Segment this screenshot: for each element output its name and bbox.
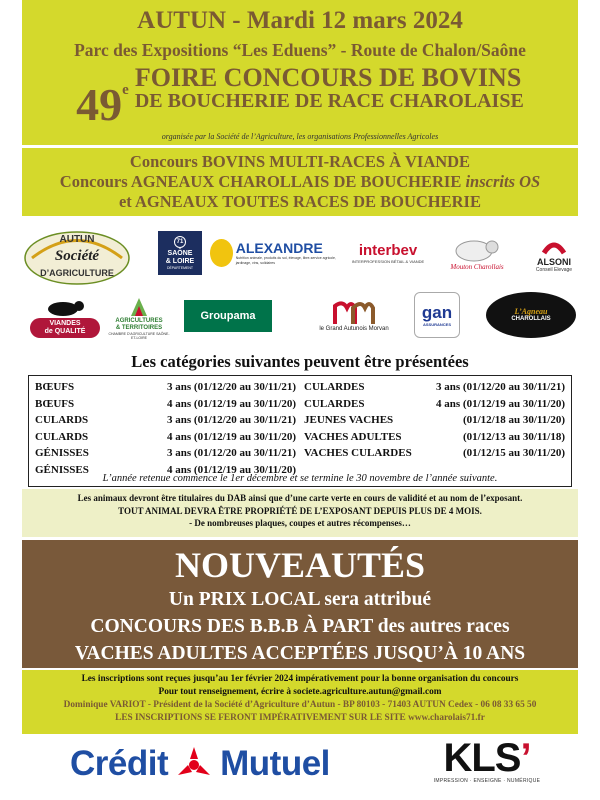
chambre-agriculture-logo: AGRICULTURES & TERRITOIRES CHAMBRE D’AGRICULTURE SAÔNE-ET-LOIRE [106,290,172,346]
gan-assurances-logo: gan ASSURANCES [414,292,460,338]
contest-line-2: Concours AGNEAUX CHAROLLAIS DE BOUCHERIE inscrits OS [59,172,541,191]
rules-line-2: TOUT ANIMAL DEVRA ÊTRE PROPRIÉTÉ DE L’EXPOSANT DEPUIS PLUS DE 4 MOIS. [118,505,482,516]
info-president: Dominique VARIOT - Président de la Société d’Agriculture d’Autun - BP 80103 - 71403 AUTUN Cedex - 06 08 33 65 50 [63,700,537,710]
contest-line-1: Concours BOVINS MULTI-RACES À VIANDE [129,152,471,171]
viandes-qualite-logo: VIANDES de QUALITÉ [28,290,102,346]
categories-title: Les catégories suivantes peuvent être présentées [131,352,469,371]
year-definition-note: L’année retenue commence le 1er décembre et se termine le 30 novembre de l’année suivante. [102,473,498,484]
category-row: CULARDS 3 ans (01/12/20 au 30/11/21) [35,414,296,427]
edition-number: 49e [76,79,129,130]
agneau-charollais-logo: L’Agneau CHAROLLAIS [486,292,576,338]
credit-mutuel-icon [174,745,214,783]
event-venue: Parc des Expositions “Les Eduens” - Route de Chalon/Saône [74,40,526,60]
saone-loire-logo: 71 SAÔNE & LOIRE DÉPARTEMENT [158,231,202,275]
info-band [22,670,578,734]
rules-band [22,489,578,537]
foire-line-2: DE BOUCHERIE DE RACE CHAROLAISE [134,90,524,112]
mouton-charollais-logo: Mouton Charollais [434,232,520,276]
contests-band [22,148,578,216]
category-row: CULARDES 3 ans (01/12/20 au 30/11/21) [304,381,565,394]
grand-autunois-logo: le Grand Autunois Morvan [298,294,410,338]
category-row: VACHES CULARDES (01/12/15 au 30/11/20) [304,447,565,460]
news-line-3: VACHES ADULTES ACCEPTÉES JUSQU’À 10 ANS [74,643,526,664]
category-row: JEUNES VACHES (01/12/18 au 30/11/20) [304,414,565,427]
info-website: LES INSCRIPTIONS SE FERONT IMPÉRATIVEMENT SUR LE SITE www.charolais71.fr [115,713,485,723]
organizers-text: organisée par la Société de l’Agriculture, les organisations Professionnelles Agricoles [161,132,439,141]
category-row: GÉNISSES 4 ans (01/12/19 au 30/11/20) [35,463,296,476]
category-row: BŒUFS 4 ans (01/12/19 au 30/11/20) [35,397,296,410]
contest-line-3: et AGNEAUX TOUTES RACES DE BOUCHERIE [118,192,481,211]
category-row: CULARDES 4 ans (01/12/19 au 30/11/20) [304,397,565,410]
news-band [22,540,578,668]
news-title: NOUVEAUTÉS [174,545,426,585]
foire-heading [22,65,578,130]
info-deadline: Les inscriptions sont reçues jusqu’au 1er février 2024 impérativement pour la bonne organisation du concours [81,674,519,684]
news-line-2: CONCOURS DES B.B.B À PART des autres races [90,616,510,637]
category-row: BŒUFS 3 ans (01/12/20 au 30/11/21) [35,381,296,394]
rules-line-1: Les animaux devront être titulaires du DAB ainsi que d’une carte verte en cours de validité et au nom de l’exposant. [77,493,523,503]
credit-mutuel-logo: Crédit Mutuel [70,744,330,783]
alexandre-logo: ALEXANDRE Nutrition animale, produits du sol, élevage, libre-service agricole, jardinage, vins, solidaires [210,236,342,270]
rules-line-3: - De nombreuses plaques, coupes et autres récompenses… [189,518,411,528]
header-band [22,0,578,145]
category-row: VACHES ADULTES (01/12/13 au 30/11/18) [304,430,565,443]
kls-logo: KLS’ IMPRESSION · ENSEIGNE · NUMÉRIQUE [433,736,541,784]
category-row: CULARDS 4 ans (01/12/19 au 30/11/20) [35,430,296,443]
news-line-1: Un PRIX LOCAL sera attribué [168,589,432,610]
categories-table [28,375,572,487]
foire-line-1: FOIRE CONCOURS DE BOVINS [134,63,522,92]
info-contact-email: Pour tout renseignement, écrire à societe.agriculture.autun@gmail.com [158,687,442,697]
event-title: AUTUN - Mardi 12 mars 2024 [137,7,463,34]
categories-right-column [296,379,565,478]
category-row: GÉNISSES 3 ans (01/12/20 au 30/11/21) [35,447,296,460]
categories-left-column [35,379,296,478]
groupama-logo: Groupama [184,300,272,332]
interbev-logo: interbev INTERPROFESSION BÉTAIL & VIANDE [351,242,425,264]
alsoni-logo: ALSONI Conseil Elevage [526,230,582,278]
autun-agriculture-logo: AUTUN Société D’AGRICULTURE [22,228,132,286]
